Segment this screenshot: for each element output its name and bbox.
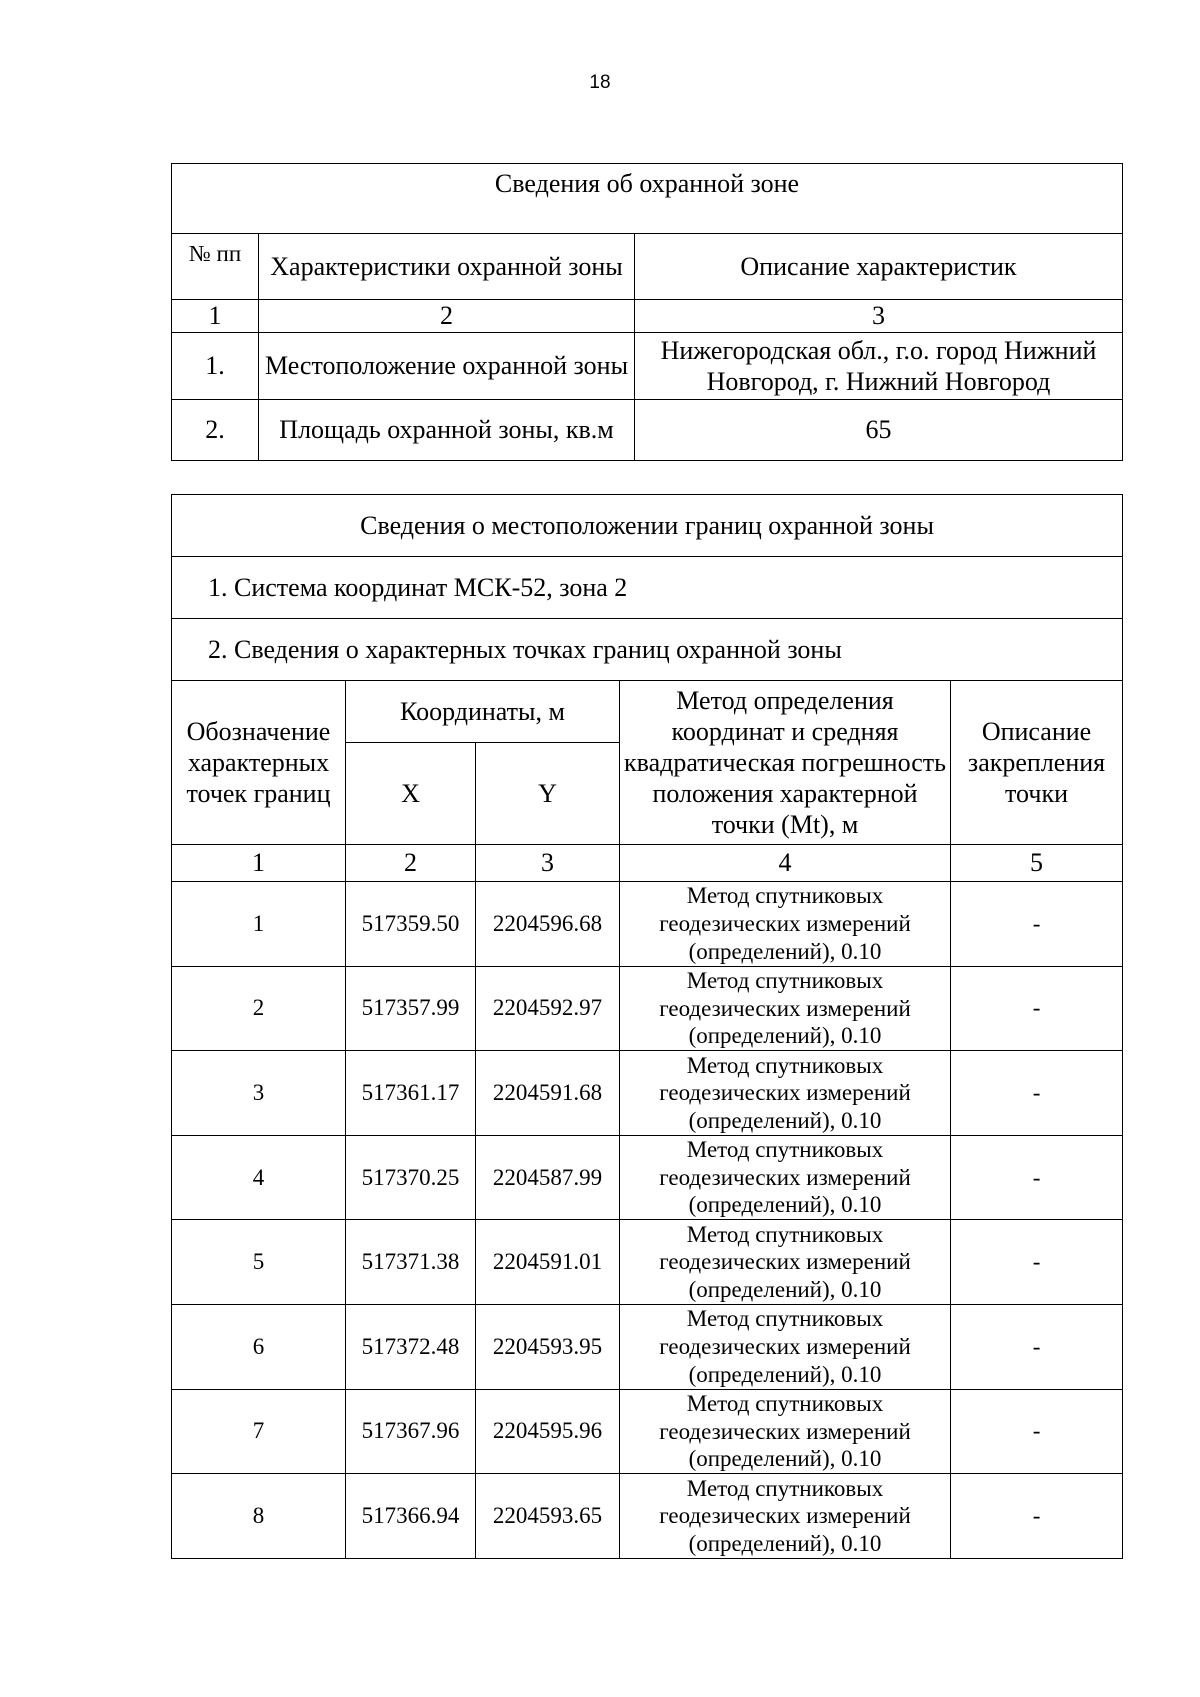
point-x: 517370.25 <box>346 1135 476 1220</box>
page-number: 18 <box>589 72 611 93</box>
point-y: 2204593.95 <box>476 1304 620 1389</box>
row-number: 1. <box>172 333 259 400</box>
point-row <box>172 1389 1123 1474</box>
point-y: 2204595.96 <box>476 1389 620 1474</box>
point-fixing: - <box>951 966 1123 1051</box>
point-fixing: - <box>951 1304 1123 1389</box>
point-row <box>172 1220 1123 1305</box>
characteristic-value: Нижегородская обл., г.о. город Нижний Новгород, г. Нижний Новгород <box>635 333 1123 400</box>
zone-row-location <box>172 333 1123 400</box>
points-colnum-row <box>172 845 1123 882</box>
point-x: 517357.99 <box>346 966 476 1051</box>
col-number: 1 <box>172 845 346 882</box>
zone-table-title-row <box>172 164 1123 234</box>
zone-table-colnum-row <box>172 300 1123 333</box>
point-row <box>172 1474 1123 1559</box>
point-id: 5 <box>172 1220 346 1305</box>
point-fixing: - <box>951 1220 1123 1305</box>
point-fixing: - <box>951 1389 1123 1474</box>
point-row <box>172 1051 1123 1136</box>
header-fixing: Описание закрепления точки <box>951 681 1123 845</box>
points-header-row <box>172 681 1123 743</box>
zone-row-area <box>172 400 1123 461</box>
point-y: 2204596.68 <box>476 882 620 967</box>
point-x: 517359.50 <box>346 882 476 967</box>
coordinate-system-row <box>172 557 1123 619</box>
col-number: 2 <box>259 300 635 333</box>
point-id: 6 <box>172 1304 346 1389</box>
point-y: 2204593.65 <box>476 1474 620 1559</box>
point-x: 517367.96 <box>346 1389 476 1474</box>
col-number: 2 <box>346 845 476 882</box>
header-x: X <box>346 743 476 845</box>
col-header-characteristics: Характеристики охранной зоны <box>259 234 635 300</box>
header-designation: Обозначение характерных точек границ <box>172 681 346 845</box>
point-method: Метод спутниковых геодезических измерений (определений), 0.10 <box>620 1474 951 1559</box>
point-fixing: - <box>951 1474 1123 1559</box>
point-id: 1 <box>172 882 346 967</box>
point-method: Метод спутниковых геодезических измерений (определений), 0.10 <box>620 1135 951 1220</box>
characteristic-name: Площадь охранной зоны, кв.м <box>259 400 635 461</box>
point-method: Метод спутниковых геодезических измерений (определений), 0.10 <box>620 1051 951 1136</box>
point-y: 2204587.99 <box>476 1135 620 1220</box>
boundaries-title-row <box>172 495 1123 557</box>
point-x: 517361.17 <box>346 1051 476 1136</box>
point-y: 2204591.68 <box>476 1051 620 1136</box>
points-caption: 2. Сведения о характерных точках границ охранной зоны <box>172 619 1123 681</box>
point-x: 517371.38 <box>346 1220 476 1305</box>
point-method: Метод спутниковых геодезических измерений (определений), 0.10 <box>620 1220 951 1305</box>
point-x: 517366.94 <box>346 1474 476 1559</box>
point-fixing: - <box>951 1051 1123 1136</box>
point-id: 4 <box>172 1135 346 1220</box>
point-method: Метод спутниковых геодезических измерений (определений), 0.10 <box>620 966 951 1051</box>
points-body <box>172 882 1123 1559</box>
point-x: 517372.48 <box>346 1304 476 1389</box>
point-fixing: - <box>951 1135 1123 1220</box>
col-header-description: Описание характеристик <box>635 234 1123 300</box>
point-y: 2204591.01 <box>476 1220 620 1305</box>
characteristic-value: 65 <box>635 400 1123 461</box>
zone-info-table <box>171 163 1123 461</box>
coordinate-system: 1. Система координат МСК-52, зона 2 <box>172 557 1123 619</box>
boundaries-title: Сведения о местоположении границ охранной зоны <box>172 495 1123 557</box>
header-coordinates: Координаты, м <box>346 681 620 743</box>
col-number: 1 <box>172 300 259 333</box>
row-number: 2. <box>172 400 259 461</box>
col-number: 3 <box>476 845 620 882</box>
zone-table-title: Сведения об охранной зоне <box>172 164 1123 234</box>
point-y: 2204592.97 <box>476 966 620 1051</box>
point-row <box>172 1304 1123 1389</box>
col-number: 3 <box>635 300 1123 333</box>
point-id: 3 <box>172 1051 346 1136</box>
point-id: 2 <box>172 966 346 1051</box>
header-y: Y <box>476 743 620 845</box>
point-fixing: - <box>951 882 1123 967</box>
point-method: Метод спутниковых геодезических измерений (определений), 0.10 <box>620 1389 951 1474</box>
boundary-points-table <box>171 494 1123 1559</box>
point-id: 8 <box>172 1474 346 1559</box>
point-method: Метод спутниковых геодезических измерений (определений), 0.10 <box>620 1304 951 1389</box>
col-header-num: № пп <box>172 234 259 300</box>
col-number: 4 <box>620 845 951 882</box>
point-row <box>172 966 1123 1051</box>
point-row <box>172 882 1123 967</box>
point-method: Метод спутниковых геодезических измерений (определений), 0.10 <box>620 882 951 967</box>
zone-table-header-row <box>172 234 1123 300</box>
characteristic-name: Местоположение охранной зоны <box>259 333 635 400</box>
point-row <box>172 1135 1123 1220</box>
header-method: Метод определения координат и средняя квадратическая погрешность положения характерной точки (Mt), м <box>620 681 951 845</box>
col-number: 5 <box>951 845 1123 882</box>
points-caption-row <box>172 619 1123 681</box>
point-id: 7 <box>172 1389 346 1474</box>
